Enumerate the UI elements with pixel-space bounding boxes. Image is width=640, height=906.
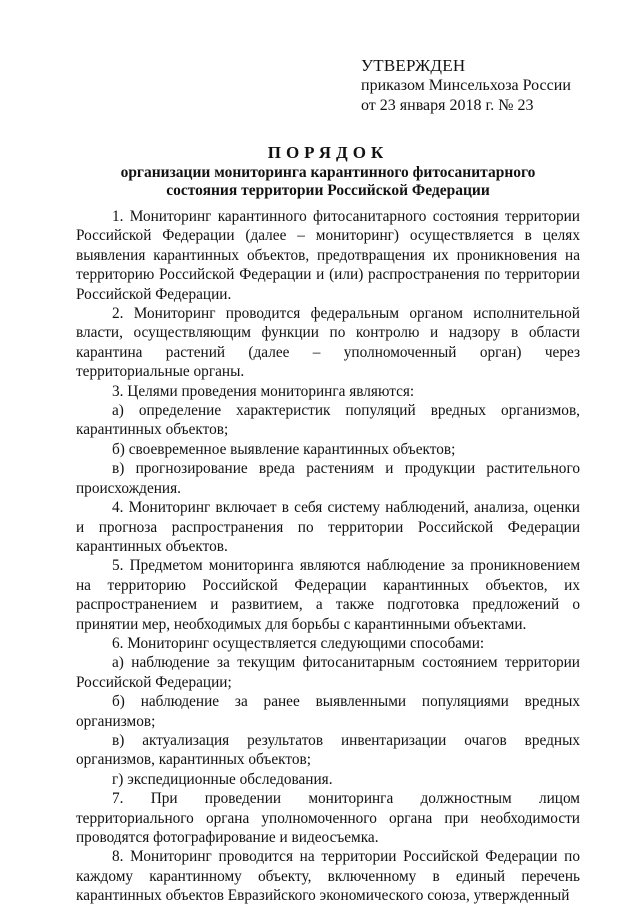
paragraph-1: 1. Мониторинг карантинного фитосанитарного состояния территории Российской Федерации (далее – мониторинг) осуществляется в целях выявления карантинных объектов, предотвращения их проникновения на территорию Российской Федерации и (или) распространения по территории Российской Федерации. xyxy=(76,208,580,303)
paragraph-3c: в) прогнозирование вреда растениям и продукции растительного происхождения. xyxy=(76,460,580,497)
paragraph-3a: а) определение характеристик популяций вредных организмов, карантинных объектов; xyxy=(76,402,580,439)
paragraph-6: 6. Мониторинг осуществляется следующими способами: xyxy=(112,634,485,652)
document-subtitle-line-1: организации мониторинга карантинного фитосанитарного xyxy=(120,164,536,181)
paragraph-7: 7. При проведении мониторинга должностным лицом территориального органа уполномоченного органа при необходимости проводятся фотографирование и видеосъемка. xyxy=(76,790,580,846)
document-title: ПОРЯДОК xyxy=(267,143,389,162)
paragraph-2: 2. Мониторинг проводится федеральным органом исполнительной власти, осуществляющим функции по контролю и надзору в области карантина растений (далее – уполномоченный орган) через территориальные органы. xyxy=(76,305,580,381)
approval-stamp xyxy=(361,56,571,116)
paragraph-6d: г) экспедиционные обследования. xyxy=(112,770,333,788)
approval-status: УТВЕРЖДЕН xyxy=(361,56,466,75)
paragraph-6b: б) наблюдение за ранее выявленными популяциями вредных организмов; xyxy=(76,693,580,730)
paragraph-5: 5. Предметом мониторинга являются наблюдение за проникновением на территорию Российской Федерации карантинных объектов, их распространением и развитием, а также подготовка предложений о принятии мер, необходимых для борьбы с карантинными объектами. xyxy=(76,557,580,633)
approval-order: приказом Минсельхоза России xyxy=(361,77,571,94)
document-body xyxy=(76,207,580,906)
paragraph-8: 8. Мониторинг проводится на территории Российской Федерации по каждому карантинному объекту, включенному в единый перечень карантинных объектов Евразийского экономического союза, утвержденный xyxy=(76,848,580,905)
document-heading xyxy=(76,142,580,200)
paragraph-3: 3. Целями проведения мониторинга являются: xyxy=(112,382,415,400)
approval-date: от 23 января 2018 г. № 23 xyxy=(361,97,534,114)
paragraph-6a: а) наблюдение за текущим фитосанитарным состоянием территории Российской Федерации; xyxy=(76,654,580,691)
paragraph-6c: в) актуализация результатов инвентаризации очагов вредных организмов, карантинных объектов; xyxy=(76,731,580,769)
paragraph-4: 4. Мониторинг включает в себя систему наблюдений, анализа, оценки и прогноза распространения по территории Российской Федерации карантинных объектов. xyxy=(76,499,580,555)
document-subtitle-line-2: состояния территории Российской Федерации xyxy=(166,182,490,199)
paragraph-3b: б) своевременное выявление карантинных объектов; xyxy=(112,440,456,458)
